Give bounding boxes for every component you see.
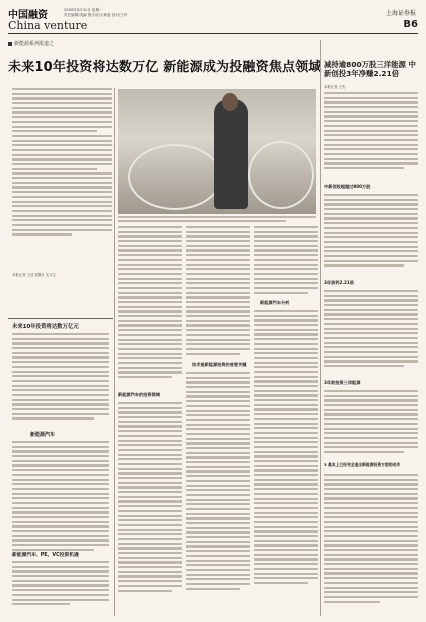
bicycle-wheel-icon bbox=[128, 144, 222, 210]
person-head bbox=[222, 93, 238, 111]
page-number: B6 bbox=[403, 19, 418, 30]
sidebar-subheading: 新能源汽车、PE、VC投资机遇 bbox=[12, 553, 79, 558]
person-figure bbox=[214, 99, 248, 209]
subheading: 新能源汽车分析 bbox=[260, 300, 290, 305]
masthead bbox=[8, 6, 418, 20]
right-text-1 bbox=[324, 92, 418, 172]
sidebar-text bbox=[12, 333, 109, 422]
square-bullet-icon bbox=[8, 42, 12, 46]
section-title: China venture bbox=[8, 19, 88, 32]
article-text-col1 bbox=[12, 88, 112, 238]
sidebar-text bbox=[12, 441, 109, 554]
main-headline: 未来10年投资将达数万亿 新能源成为投融资焦点领域 bbox=[8, 60, 322, 75]
bicycle-wheel-icon bbox=[248, 141, 314, 209]
article-text-col4b bbox=[254, 310, 318, 587]
right-text-3 bbox=[324, 290, 418, 370]
editor-info: 责任编辑/美编 版式设计/黄惠 校对/王玲 bbox=[64, 13, 128, 17]
news-photo bbox=[118, 89, 316, 214]
issue-info: 2009年5月31日 星期一 bbox=[64, 8, 103, 12]
right-text-4 bbox=[324, 390, 418, 456]
sidebar-text bbox=[12, 561, 109, 608]
right-headline: 减持逾800万股三洋能源 中新创投3年净赚2.21倍 bbox=[324, 60, 416, 78]
column-divider bbox=[114, 88, 115, 616]
brand-title: 中国融资 bbox=[8, 10, 48, 21]
right-subheading: 3年前投资三洋能源 bbox=[324, 380, 361, 385]
column-divider bbox=[320, 40, 321, 616]
right-text-2 bbox=[324, 194, 418, 269]
section-bar bbox=[8, 19, 418, 34]
right-subheading: 3 基本上已经完全退出新能源投资方面的动作 bbox=[324, 462, 401, 467]
photo-caption bbox=[118, 216, 316, 225]
article-text-col2b bbox=[118, 402, 182, 594]
subheading: 新能源汽车的投资领域 bbox=[118, 392, 160, 397]
right-text-5 bbox=[324, 474, 418, 605]
right-subheading: 中新创投超越过800万股 bbox=[324, 184, 371, 189]
article-text-col3 bbox=[186, 226, 250, 357]
article-text-col4 bbox=[254, 226, 318, 296]
subheading: 技术是新能源投资的首要关键 bbox=[192, 362, 247, 367]
sidebar-box bbox=[8, 318, 113, 617]
paper-name: 上海证券报 bbox=[385, 10, 416, 17]
sidebar-title: 未来10年投资将达数万亿元 bbox=[12, 324, 79, 330]
right-byline: 本报记者 王杰 bbox=[324, 85, 346, 89]
kicker-text: 新能源系列报道之 bbox=[14, 41, 55, 47]
sidebar-subheading: 新能源汽车 bbox=[30, 432, 56, 438]
byline: 本报记者 王佳 张馨月 实习生 bbox=[12, 273, 56, 277]
kicker bbox=[8, 40, 54, 47]
article-text-col3b bbox=[186, 372, 250, 592]
article-text-col2 bbox=[118, 226, 182, 381]
right-subheading: 3年获利2.21倍 bbox=[324, 280, 354, 285]
